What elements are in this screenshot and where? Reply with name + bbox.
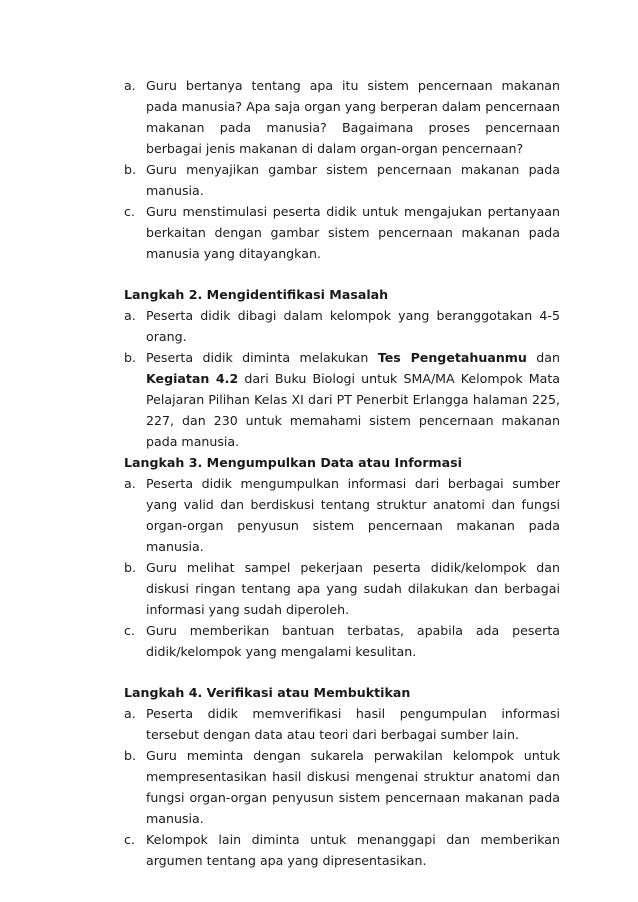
step2-list bbox=[124, 305, 560, 452]
bold-term: Tes Pengetahuanmu bbox=[377, 350, 527, 365]
list-item-text: Kelompok lain diminta untuk menanggapi dan memberikan argumen tentang apa yang dipresentasikan. bbox=[146, 832, 560, 868]
list-marker: b. bbox=[124, 350, 136, 365]
list-item-text: Peserta didik dibagi dalam kelompok yang beranggotakan 4-5 orang. bbox=[146, 308, 560, 344]
list-item-text-part: Peserta didik diminta melakukan bbox=[146, 350, 378, 365]
list-item bbox=[124, 347, 560, 452]
step2-heading: Langkah 2. Mengidentifikasi Masalah bbox=[124, 287, 389, 302]
list-item bbox=[124, 201, 560, 264]
list-item-text: Peserta didik mengumpulkan informasi dari berbagai sumber yang valid dan berdiskusi tentang struktur anatomi dan fungsi organ-organ penyusun sistem pencernaan makanan pada manusia. bbox=[146, 476, 560, 554]
list-item bbox=[124, 829, 560, 871]
list-marker: a. bbox=[124, 476, 136, 491]
step3-heading: Langkah 3. Mengumpulkan Data atau Informasi bbox=[124, 455, 462, 470]
list-item bbox=[124, 75, 560, 159]
list-item-text: Guru melihat sampel pekerjaan peserta didik/kelompok dan diskusi ringan tentang apa yang sudah dilakukan dan berbagai informasi yang sudah diperoleh. bbox=[146, 560, 560, 617]
document-body bbox=[124, 75, 560, 871]
intro-list bbox=[124, 75, 560, 264]
list-item-text: Guru menstimulasi peserta didik untuk mengajukan pertanyaan berkaitan dengan gambar sistem pencernaan makanan pada manusia yang ditayangkan. bbox=[146, 204, 560, 261]
step4-list bbox=[124, 703, 560, 871]
list-item bbox=[124, 305, 560, 347]
list-item-text: Peserta didik memverifikasi hasil pengumpulan informasi tersebut dengan data atau teori dari berbagai sumber lain. bbox=[146, 706, 560, 742]
list-item bbox=[124, 620, 560, 662]
list-item-text: Guru bertanya tentang apa itu sistem pencernaan makanan pada manusia? Apa saja organ yang berperan dalam pencernaan makanan pada manusia? Bagaimana proses pencernaan berbagai jenis makanan di dalam organ-organ pencernaan? bbox=[146, 78, 560, 156]
list-marker: b. bbox=[124, 748, 136, 763]
list-marker: b. bbox=[124, 162, 136, 177]
bold-term: Kegiatan 4.2 bbox=[146, 371, 239, 386]
list-item-text: Guru memberikan bantuan terbatas, apabila ada peserta didik/kelompok yang mengalami kesulitan. bbox=[146, 623, 560, 659]
list-marker: c. bbox=[124, 204, 135, 219]
blank-line bbox=[124, 662, 560, 682]
list-marker: b. bbox=[124, 560, 136, 575]
list-marker: c. bbox=[124, 832, 135, 847]
blank-line bbox=[124, 264, 560, 284]
step4-heading: Langkah 4. Verifikasi atau Membuktikan bbox=[124, 685, 411, 700]
list-item-text: Guru meminta dengan sukarela perwakilan kelompok untuk mempresentasikan hasil diskusi mengenai struktur anatomi dan fungsi organ-organ penyusun sistem pencernaan makanan pada manusia. bbox=[146, 748, 560, 826]
list-item bbox=[124, 745, 560, 829]
list-item-text: Guru menyajikan gambar sistem pencernaan makanan pada manusia. bbox=[146, 162, 560, 198]
list-item-text-part: dan bbox=[526, 350, 560, 365]
list-item bbox=[124, 159, 560, 201]
list-marker: c. bbox=[124, 623, 135, 638]
list-item bbox=[124, 557, 560, 620]
list-marker: a. bbox=[124, 706, 136, 721]
step3-list bbox=[124, 473, 560, 662]
list-marker: a. bbox=[124, 308, 136, 323]
list-item bbox=[124, 473, 560, 557]
list-item bbox=[124, 703, 560, 745]
list-item-text-part: dari Buku Biologi untuk SMA/MA Kelompok Mata Pelajaran Pilihan Kelas XI dari PT Penerbit Erlangga halaman 225, 227, dan 230 untuk memahami sistem pencernaan makanan pada manusia. bbox=[146, 371, 560, 449]
list-marker: a. bbox=[124, 78, 136, 93]
